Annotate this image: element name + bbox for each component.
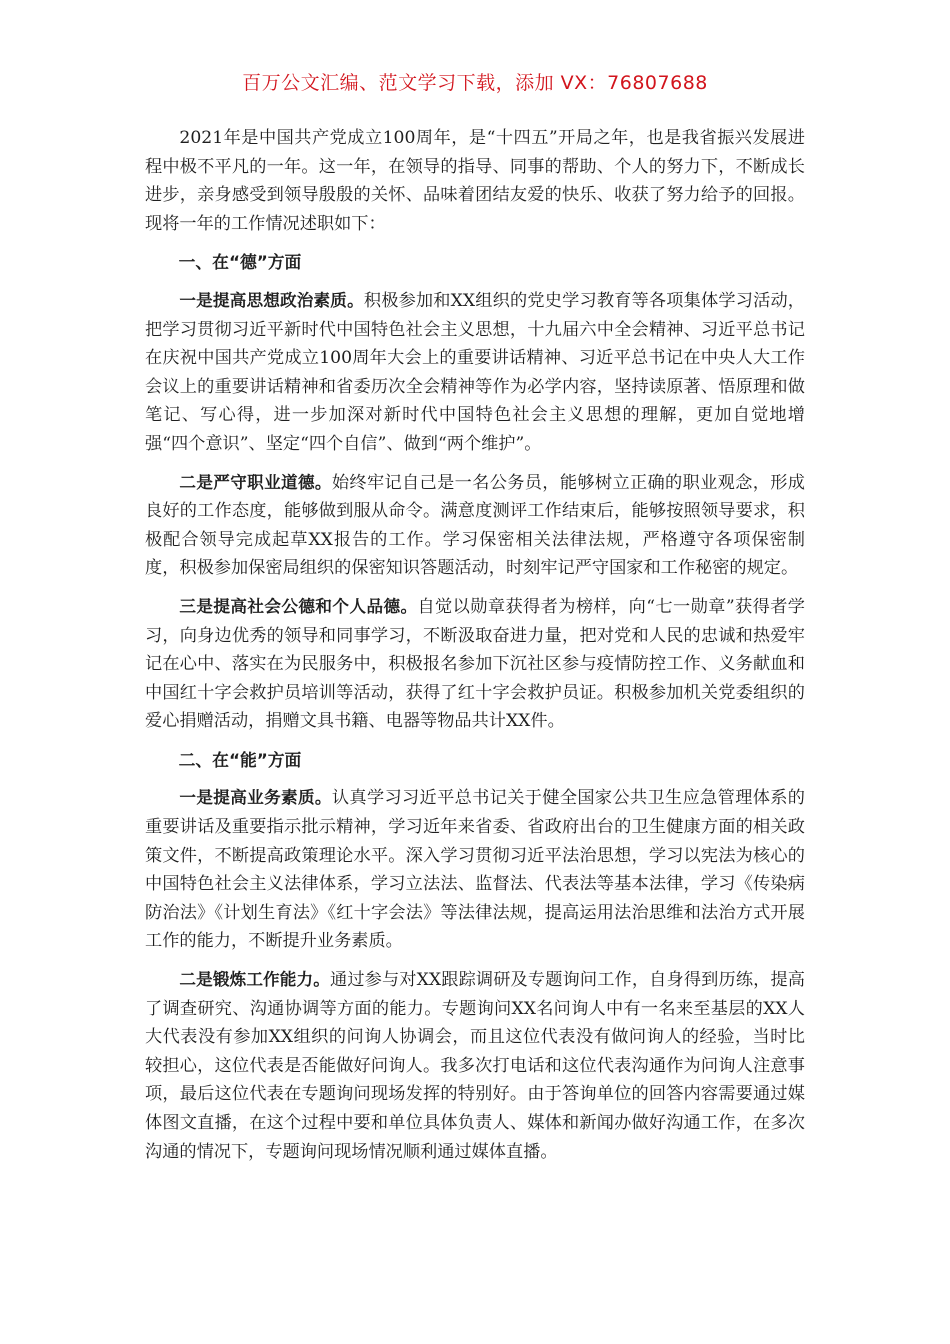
item-lead: 一是提高思想政治素质。 — [179, 290, 364, 310]
item-text: 认真学习习近平总书记关于健全国家公共卫生应急管理体系的重要讲话及重要指示批示精神，学习近年来省委、省政府出台的卫生健康方面的相关政策文件，不断提高政策理论水平。深入学习贯彻习近平法治思想，学习以宪法为核心的中国特色社会主义法律体系，学习立法法、监督法、代表法等基本法律，学习《传染病防治法》《计划生育法》《红十字会法》等法律法规，提高运用法治思维和法治方式开展工作的能力，不断提升业务素质。 — [145, 788, 805, 952]
virtue-item-1 — [145, 287, 805, 459]
item-lead: 一是提高业务素质。 — [179, 788, 332, 808]
section-heading-ability: 二、在“能”方面 — [178, 749, 302, 770]
virtue-item-3 — [145, 593, 805, 736]
item-text: 自觉以勋章获得者为榜样，向“七一勋章”获得者学习，向身边优秀的领导和同事学习，不断汲取奋进力量，把对党和人民的忠诚和热爱牢记在心中、落实在为民服务中，积极报名参加下沉社区参与疫情防控工作、义务献血和中国红十字会救护员培训等活动，获得了红十字会救护员证。积极参加机关党委组织的爱心捐赠活动，捐赠文具书籍、电器等物品共计XX件。 — [145, 596, 805, 732]
document-body — [145, 124, 805, 1176]
section-heading-virtue: 一、在“德”方面 — [178, 252, 302, 273]
item-text: 通过参与对XX跟踪调研及专题询问工作，自身得到历练，提高了调查研究、沟通协调等方面的能力。专题询问XX名问询人中有一名来至基层的XX人大代表没有参加XX组织的问询人协调会，而且这位代表没有做问询人的经验，当时比较担心，这位代表是否能做好问询人。我多次打电话和这位代表沟通作为问询人注意事项，最后这位代表在专题询问现场发挥的特别好。由于答询单位的回答内容需要通过媒体图文直播，在这个过程中要和单位具体负责人、媒体和新闻办做好沟通工作，在多次沟通的情况下，专题询问现场情况顺利通过媒体直播。 — [145, 970, 805, 1162]
virtue-item-2 — [145, 469, 805, 583]
ability-item-2 — [145, 966, 805, 1166]
item-lead: 三是提高社会公德和个人品德。 — [179, 596, 418, 616]
item-lead: 二是锻炼工作能力。 — [179, 970, 330, 990]
item-lead: 二是严守职业道德。 — [179, 472, 332, 492]
item-text: 始终牢记自己是一名公务员，能够树立正确的职业观念，形成良好的工作态度，能够做到服从命令。满意度测评工作结束后，能够按照领导要求，积极配合领导完成起草XX报告的工作。学习保密相关法律法规，严格遵守各项保密制度，积极参加保密局组织的保密知识答题活动，时刻牢记严守国家和工作秘密的规定。 — [145, 472, 805, 579]
watermark-header: 百万公文汇编、范文学习下载，添加 VX：76807688 — [242, 72, 708, 94]
ability-item-1 — [145, 784, 805, 956]
item-text: 积极参加和XX组织的党史学习教育等各项集体学习活动，把学习贯彻习近平新时代中国特色社会主义思想，十九届六中全会精神、习近平总书记在庆祝中国共产党成立100周年大会上的重要讲话精神、习近平总书记在中央人大工作会议上的重要讲话精神和省委历次全会精神等作为必学内容，坚持读原著、悟原理和做笔记、写心得，进一步加深对新时代中国特色社会主义思想的理解，更加自觉地增强“四个意识”、坚定“四个自信”、做到“两个维护”。 — [145, 290, 805, 454]
intro-paragraph: 2021年是中国共产党成立100周年，是“十四五”开局之年，也是我省振兴发展进程中极不平凡的一年。这一年，在领导的指导、同事的帮助、个人的努力下，不断成长进步，亲身感受到领导殷殷的关怀、品味着团结友爱的快乐、收获了努力给予的回报。现将一年的工作情况述职如下： — [145, 128, 805, 234]
